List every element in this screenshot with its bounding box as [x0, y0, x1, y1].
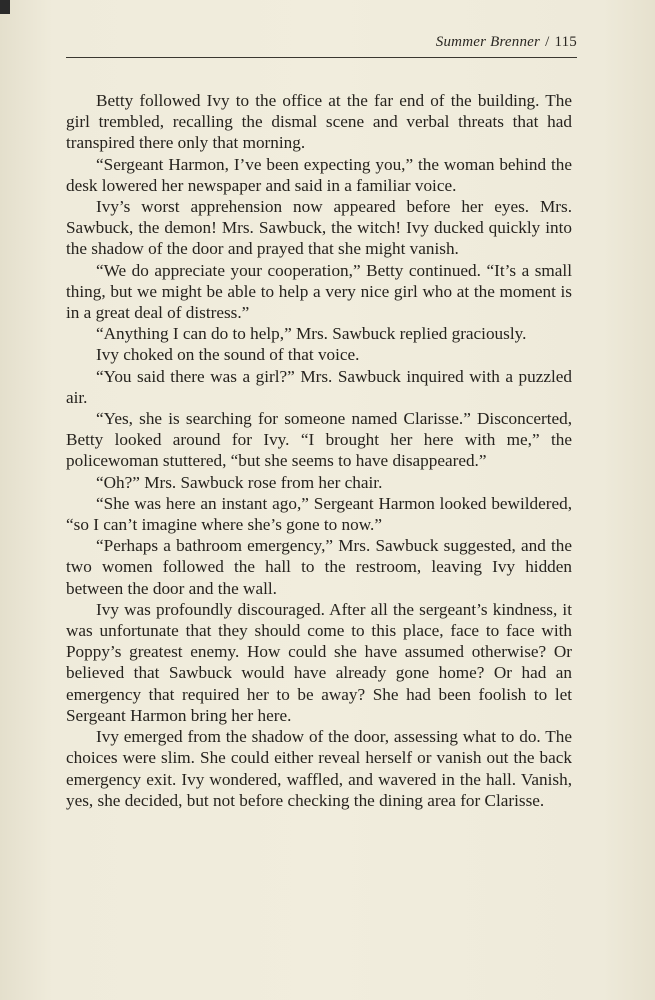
- paragraph: “Oh?” Mrs. Sawbuck rose from her chair.: [96, 472, 383, 492]
- paragraph: “She was here an instant ago,” Sergeant Harmon looked bewildered, “so I can’t imagine where she’s gone to now.”: [66, 493, 572, 535]
- author-name: Summer Brenner: [435, 34, 541, 50]
- paragraph: Ivy was profoundly discouraged. After all the sergeant’s kindness, it was unfortunate that they should come to this place, face to face with Poppy’s greatest enemy. How could she have assumed otherwise? Or believed that Sawbuck would have already gone home? Or had an emergency that required her to be away? She had been foolish to let Sergeant Harmon bring her here.: [66, 599, 572, 725]
- paragraph: Betty followed Ivy to the office at the far end of the building. The girl trembled, recalling the dismal scene and verbal threats that had transpired there only that morning.: [66, 91, 572, 153]
- paragraph: Ivy’s worst apprehension now appeared before her eyes. Mrs. Sawbuck, the demon! Mrs. Sawbuck, the witch! Ivy ducked quickly into the shadow of the door and prayed that she might vanish.: [66, 197, 572, 259]
- scan-edge-shadow: [0, 0, 10, 14]
- running-head: [436, 34, 577, 51]
- header-separator: /: [545, 34, 550, 50]
- header-rule: [66, 57, 577, 58]
- body-text: [66, 90, 572, 811]
- paragraph: Ivy choked on the sound of that voice.: [96, 345, 360, 365]
- paragraph: “Anything I can do to help,” Mrs. Sawbuck replied graciously.: [96, 324, 527, 344]
- paragraph: “You said there was a girl?” Mrs. Sawbuck inquired with a puzzled air.: [66, 366, 572, 407]
- paragraph: “Sergeant Harmon, I’ve been expecting you,” the woman behind the desk lowered her newspaper and said in a familiar voice.: [66, 154, 572, 195]
- paragraph: “We do appreciate your cooperation,” Betty continued. “It’s a small thing, but we might be able to help a very nice girl who at the moment is in a great deal of distress.”: [66, 260, 572, 323]
- page-number: 115: [554, 34, 577, 50]
- paragraph: “Perhaps a bathroom emergency,” Mrs. Sawbuck suggested, and the two women followed the hall to the restroom, leaving Ivy hidden between the door and the wall.: [66, 536, 572, 598]
- paragraph: Ivy emerged from the shadow of the door, assessing what to do. The choices were slim. She could either reveal herself or vanish out the back emergency exit. Ivy wondered, waffled, and wavered in the hall. Vanish, yes, she decided, but not before checking the dining area for Clarisse.: [66, 727, 572, 810]
- paragraph: “Yes, she is searching for someone named Clarisse.” Disconcerted, Betty looked around for Ivy. “I brought her here with me,” the policewoman stuttered, “but she seems to have disappeared.”: [66, 409, 572, 471]
